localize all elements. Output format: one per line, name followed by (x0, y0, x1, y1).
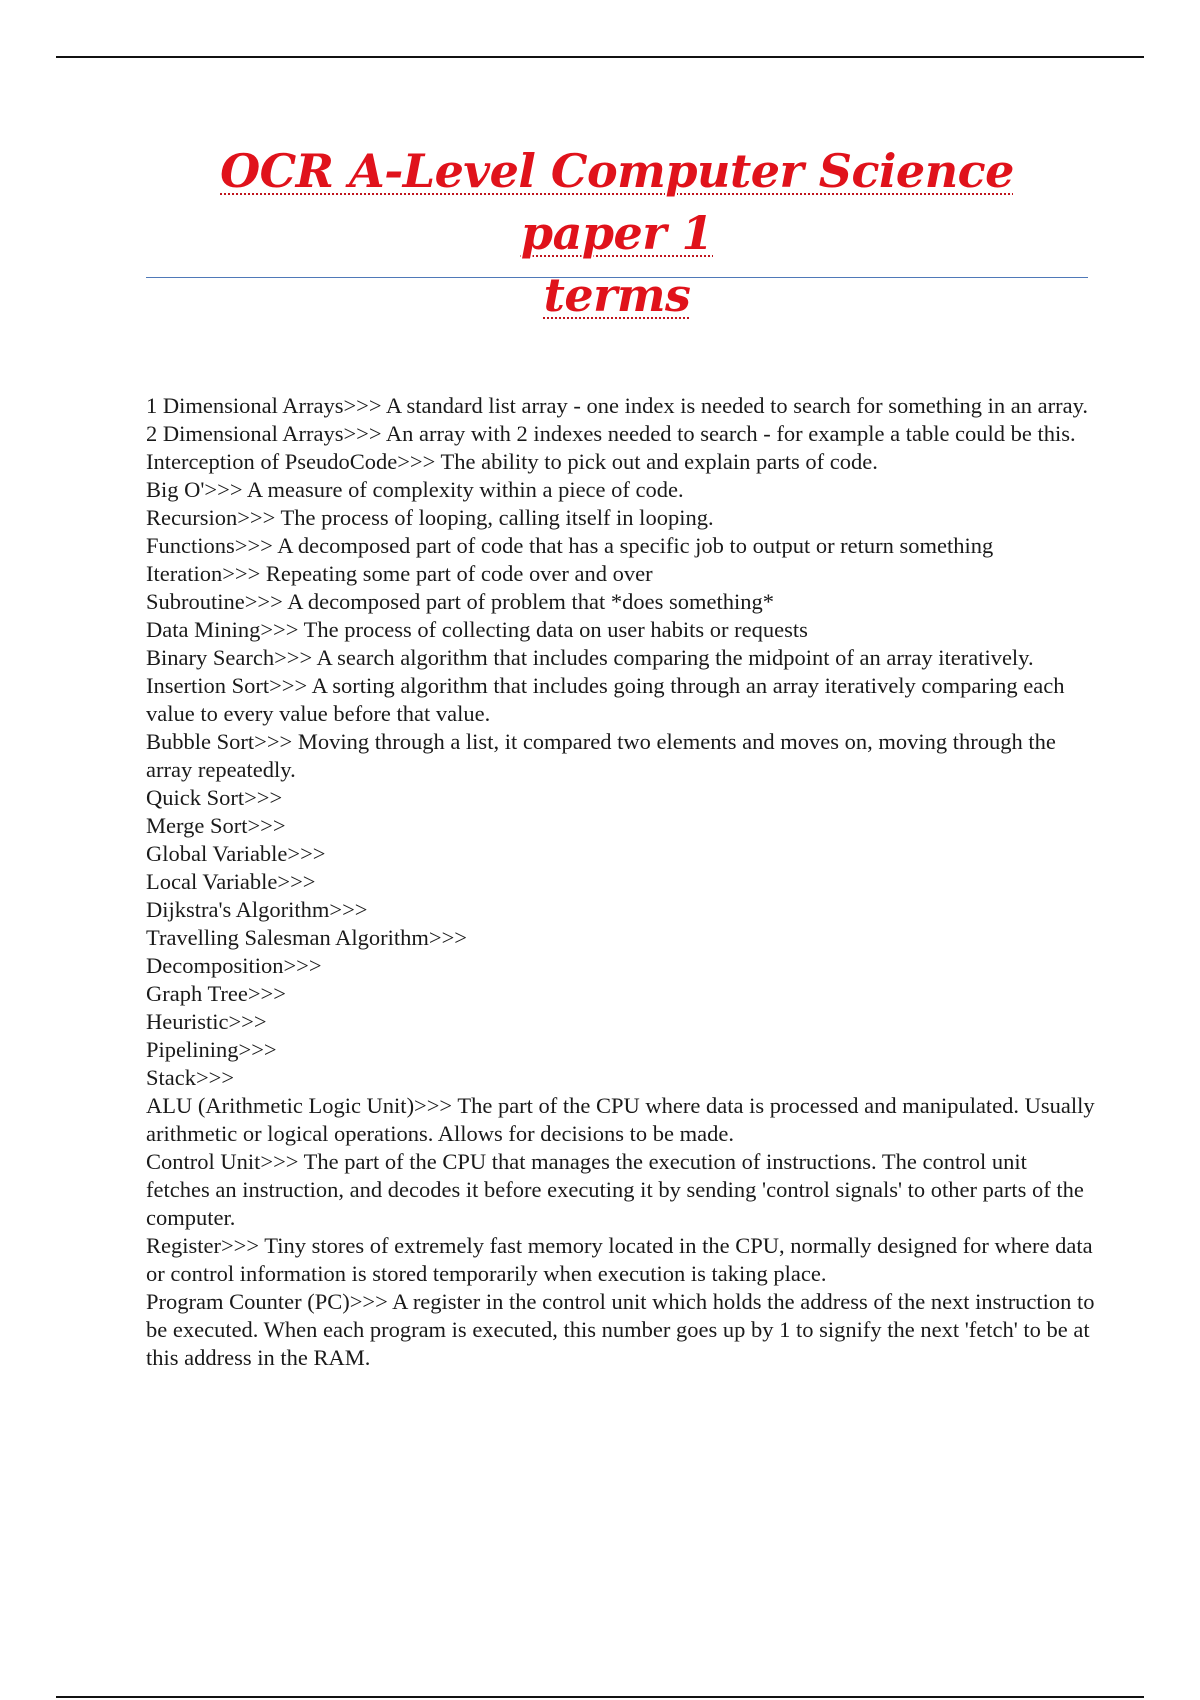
term-entry: Local Variable>>> (146, 869, 316, 894)
term-entry: Travelling Salesman Algorithm>>> (146, 925, 467, 950)
term-entry: Pipelining>>> (146, 1037, 277, 1062)
terms-list (146, 392, 1096, 1372)
term-entry: Iteration>>> Repeating some part of code over and over (146, 561, 653, 586)
term-entry: Program Counter (PC)>>> A register in the control unit which holds the address of the next instruction to be executed. When each program is executed, this number goes up by 1 to signify the next 'fetch' to be at this address in the RAM. (146, 1289, 1095, 1370)
term-entry: Dijkstra's Algorithm>>> (146, 897, 368, 922)
term-entry: Interception of PseudoCode>>> The ability to pick out and explain parts of code. (146, 449, 878, 474)
term-entry: Merge Sort>>> (146, 813, 286, 838)
page-top-rule (56, 56, 1144, 58)
term-entry: Insertion Sort>>> A sorting algorithm that includes going through an array iteratively comparing each value to every value before that value. (146, 673, 1065, 726)
term-entry: Big O'>>> A measure of complexity within a piece of code. (146, 477, 684, 502)
term-entry: Global Variable>>> (146, 841, 326, 866)
term-entry: Bubble Sort>>> Moving through a list, it compared two elements and moves on, moving through the array repeatedly. (146, 729, 1056, 782)
term-entry: Binary Search>>> A search algorithm that includes comparing the midpoint of an array iteratively. (146, 645, 1034, 670)
page-bottom-rule (56, 1696, 1144, 1698)
term-entry: 1 Dimensional Arrays>>> A standard list array - one index is needed to search for something in an array. (146, 393, 1088, 418)
document-title-line-1: OCR A-Level Computer Science paper 1 (220, 144, 1014, 260)
term-entry: Stack>>> (146, 1065, 235, 1090)
term-entry: 2 Dimensional Arrays>>> An array with 2 indexes needed to search - for example a table could be this. (146, 421, 1076, 446)
term-entry: Heuristic>>> (146, 1009, 267, 1034)
term-entry: Functions>>> A decomposed part of code that has a specific job to output or return something (146, 533, 994, 558)
term-entry: Graph Tree>>> (146, 981, 286, 1006)
term-entry: ALU (Arithmetic Logic Unit)>>> The part of the CPU where data is processed and manipulated. Usually arithmetic or logical operations. Allows for decisions to be made. (146, 1093, 1095, 1146)
term-entry: Quick Sort>>> (146, 785, 283, 810)
term-entry: Data Mining>>> The process of collecting data on user habits or requests (146, 617, 808, 642)
document-title (146, 140, 1088, 326)
title-underline-rule (146, 277, 1088, 278)
document-title-line-2: terms (543, 268, 691, 322)
term-entry: Register>>> Tiny stores of extremely fast memory located in the CPU, normally designed for where data or control information is stored temporarily when execution is taking place. (146, 1233, 1093, 1286)
title-block (146, 140, 1088, 326)
term-entry: Control Unit>>> The part of the CPU that manages the execution of instructions. The control unit fetches an instruction, and decodes it before executing it by sending 'control signals' to other parts of the computer. (146, 1149, 1084, 1230)
term-entry: Decomposition>>> (146, 953, 322, 978)
term-entry: Recursion>>> The process of looping, calling itself in looping. (146, 505, 714, 530)
term-entry: Subroutine>>> A decomposed part of problem that *does something* (146, 589, 774, 614)
